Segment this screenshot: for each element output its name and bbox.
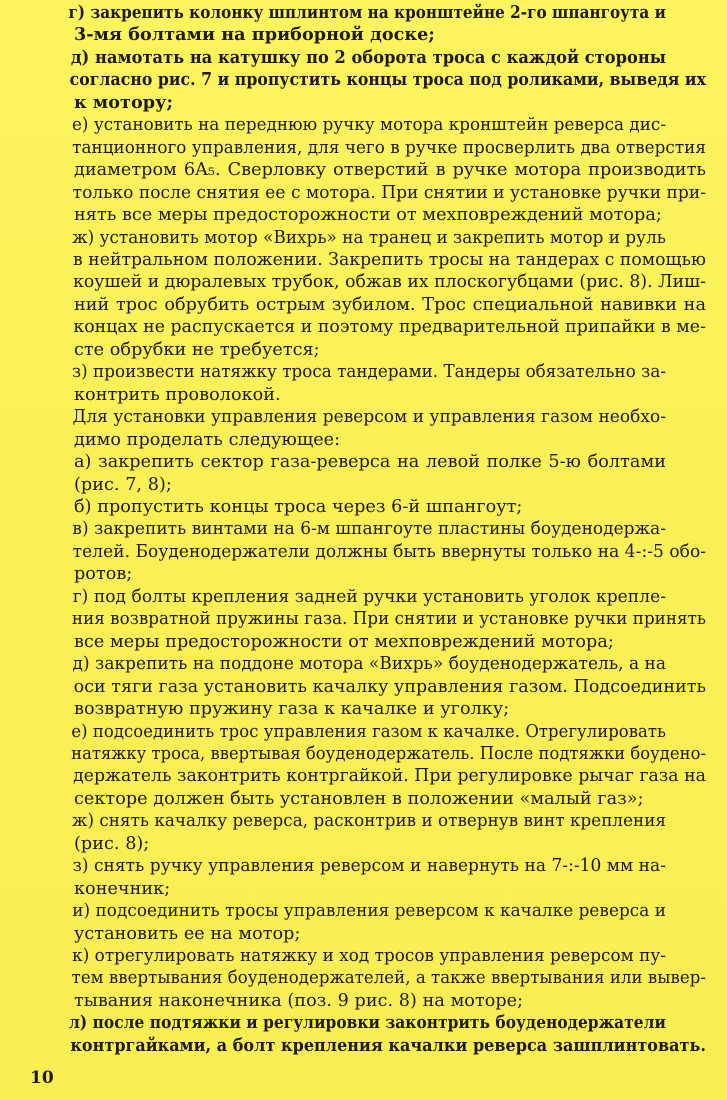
paragraph (34, 721, 706, 811)
paragraph (34, 2, 706, 47)
text-line: ж) установить мотор «Вихрь» на транец и закрепить мотор и руль (72, 227, 666, 248)
text-line: д) намотать на катушку по 2 оборота троса с каждой стороны (70, 46, 667, 68)
text-line: сте обрубки не требуется; (74, 339, 320, 360)
text-line: (рис. 8); (74, 833, 150, 854)
paragraph (34, 900, 706, 945)
paragraph (34, 810, 706, 855)
text-line: е) установить на переднюю ручку мотора кронштейн реверса дис- (71, 115, 667, 136)
text-line: конечник; (74, 878, 171, 899)
text-line: телей. Боуденодержатели должны быть ввернуты только на 4-:-5 обо- (72, 541, 707, 562)
text-line: коушей и дюралевых трубок, обжав их плоскогубцами (рис. 8). Лиш- (73, 272, 706, 293)
text-line: возвратную пружину газа к качалке и уголку; (74, 699, 510, 720)
text-line: 3-мя болтами на приборной доске; (74, 24, 435, 46)
paragraph (34, 855, 706, 900)
text-line: д) закрепить на поддоне мотора «Вихрь» боуденодержатель, а на (72, 654, 667, 675)
text-line: к мотору; (74, 91, 173, 113)
text-line: танционного управления, для чего в ручке просверлить два отверстия (72, 137, 707, 158)
text-line: ротов; (74, 564, 133, 585)
text-line: г) закрепить колонку шплинтом на кронштейне 2-го шпангоута и (68, 2, 666, 23)
text-line: контргайками, а болт крепления качалки реверса зашплинтовать. (70, 1034, 706, 1056)
paragraph (34, 227, 706, 362)
text-line: тем ввертывания боуденодержателей, а также ввертывания или вывер- (71, 968, 706, 989)
text-line: секторе должен быть установлен в положении «малый газ»; (74, 788, 644, 809)
text-line: контрить проволокой. (74, 384, 281, 405)
paragraph (34, 1012, 706, 1057)
text-line: нять все меры предосторожности от мехповреждений мотора; (74, 205, 662, 226)
text-line: установить ее на мотор; (74, 923, 301, 944)
paragraph (34, 945, 706, 1012)
text-line: (рис. 7, 8); (74, 474, 172, 495)
paragraph (34, 361, 706, 406)
body-text (34, 2, 706, 1057)
paragraph (34, 114, 706, 226)
page-number: 10 (30, 1068, 54, 1088)
text-line: з) снять ручку управления реверсом и навернуть на 7-:-10 мм на- (72, 856, 666, 877)
text-line: Для установки управления реверсом и управления газом необхо- (72, 407, 666, 428)
text-line: в) закрепить винтами на 6-м шпангоуте пластины боуденодержа- (72, 519, 667, 540)
text-line: диаметром 6A₅. Сверловку отверстий в ручке мотора производить (74, 160, 706, 181)
text-line: тывания наконечника (поз. 9 рис. 8) на моторе; (74, 990, 524, 1011)
text-line: ж) снять качалку реверса, расконтрив и отвернув винт крепления (72, 811, 667, 832)
paragraph (34, 586, 706, 653)
text-line: и) подсоединить тросы управления реверсом к качалке реверса и (72, 901, 666, 922)
text-line: все меры предосторожности от мехповреждений мотора; (74, 631, 614, 652)
paragraph (34, 47, 706, 114)
text-line: димо проделать следующее: (74, 429, 341, 450)
text-line: к) отрегулировать натяжку и ход тросов управления реверсом пу- (72, 946, 666, 967)
paragraph (34, 496, 706, 518)
text-line: з) произвести натяжку троса тандерами. Тандеры обязательно за- (71, 362, 667, 383)
text-line: в нейтральном положении. Закрепить тросы на тандерах с помощью (73, 249, 706, 270)
text-line: держатель законтрить контргайкой. При регулировке рычаг газа на (73, 766, 706, 787)
text-line: а) закрепить сектор газа-реверса на левой полке 5-ю болтами (74, 452, 666, 473)
text-line: только после снятия ее с мотора. При снятии и установке ручки при- (72, 182, 707, 203)
text-line: б) пропустить концы троса через 6-й шпангоут; (74, 496, 523, 517)
text-line: ния возвратной пружины газа. При снятии и установке ручки принять (71, 609, 706, 630)
paragraph (34, 451, 706, 496)
text-line: е) подсоединить трос управления газом к качалке. Отрегулировать (71, 721, 667, 742)
text-line: концах не распускается и поэтому предварительной припайки в ме- (73, 317, 707, 338)
text-line: г) под болты крепления задней ручки установить уголок крепле- (72, 586, 667, 607)
paragraph (34, 406, 706, 451)
text-line: ний трос обрубить острым зубилом. Трос специальной навивки на (74, 294, 706, 315)
text-line: л) после подтяжки и регулировки законтрить боуденодержатели (68, 1012, 666, 1034)
text-line: натяжку троса, ввертывая боуденодержатель. После подтяжки боудено- (71, 743, 707, 764)
paragraph (34, 653, 706, 720)
text-line: согласно рис. 7 и пропустить концы троса под роликами, выведя их (69, 69, 707, 91)
text-line: оси тяги газа установить качалку управления газом. Подсоединить (73, 676, 707, 697)
paragraph (34, 518, 706, 585)
